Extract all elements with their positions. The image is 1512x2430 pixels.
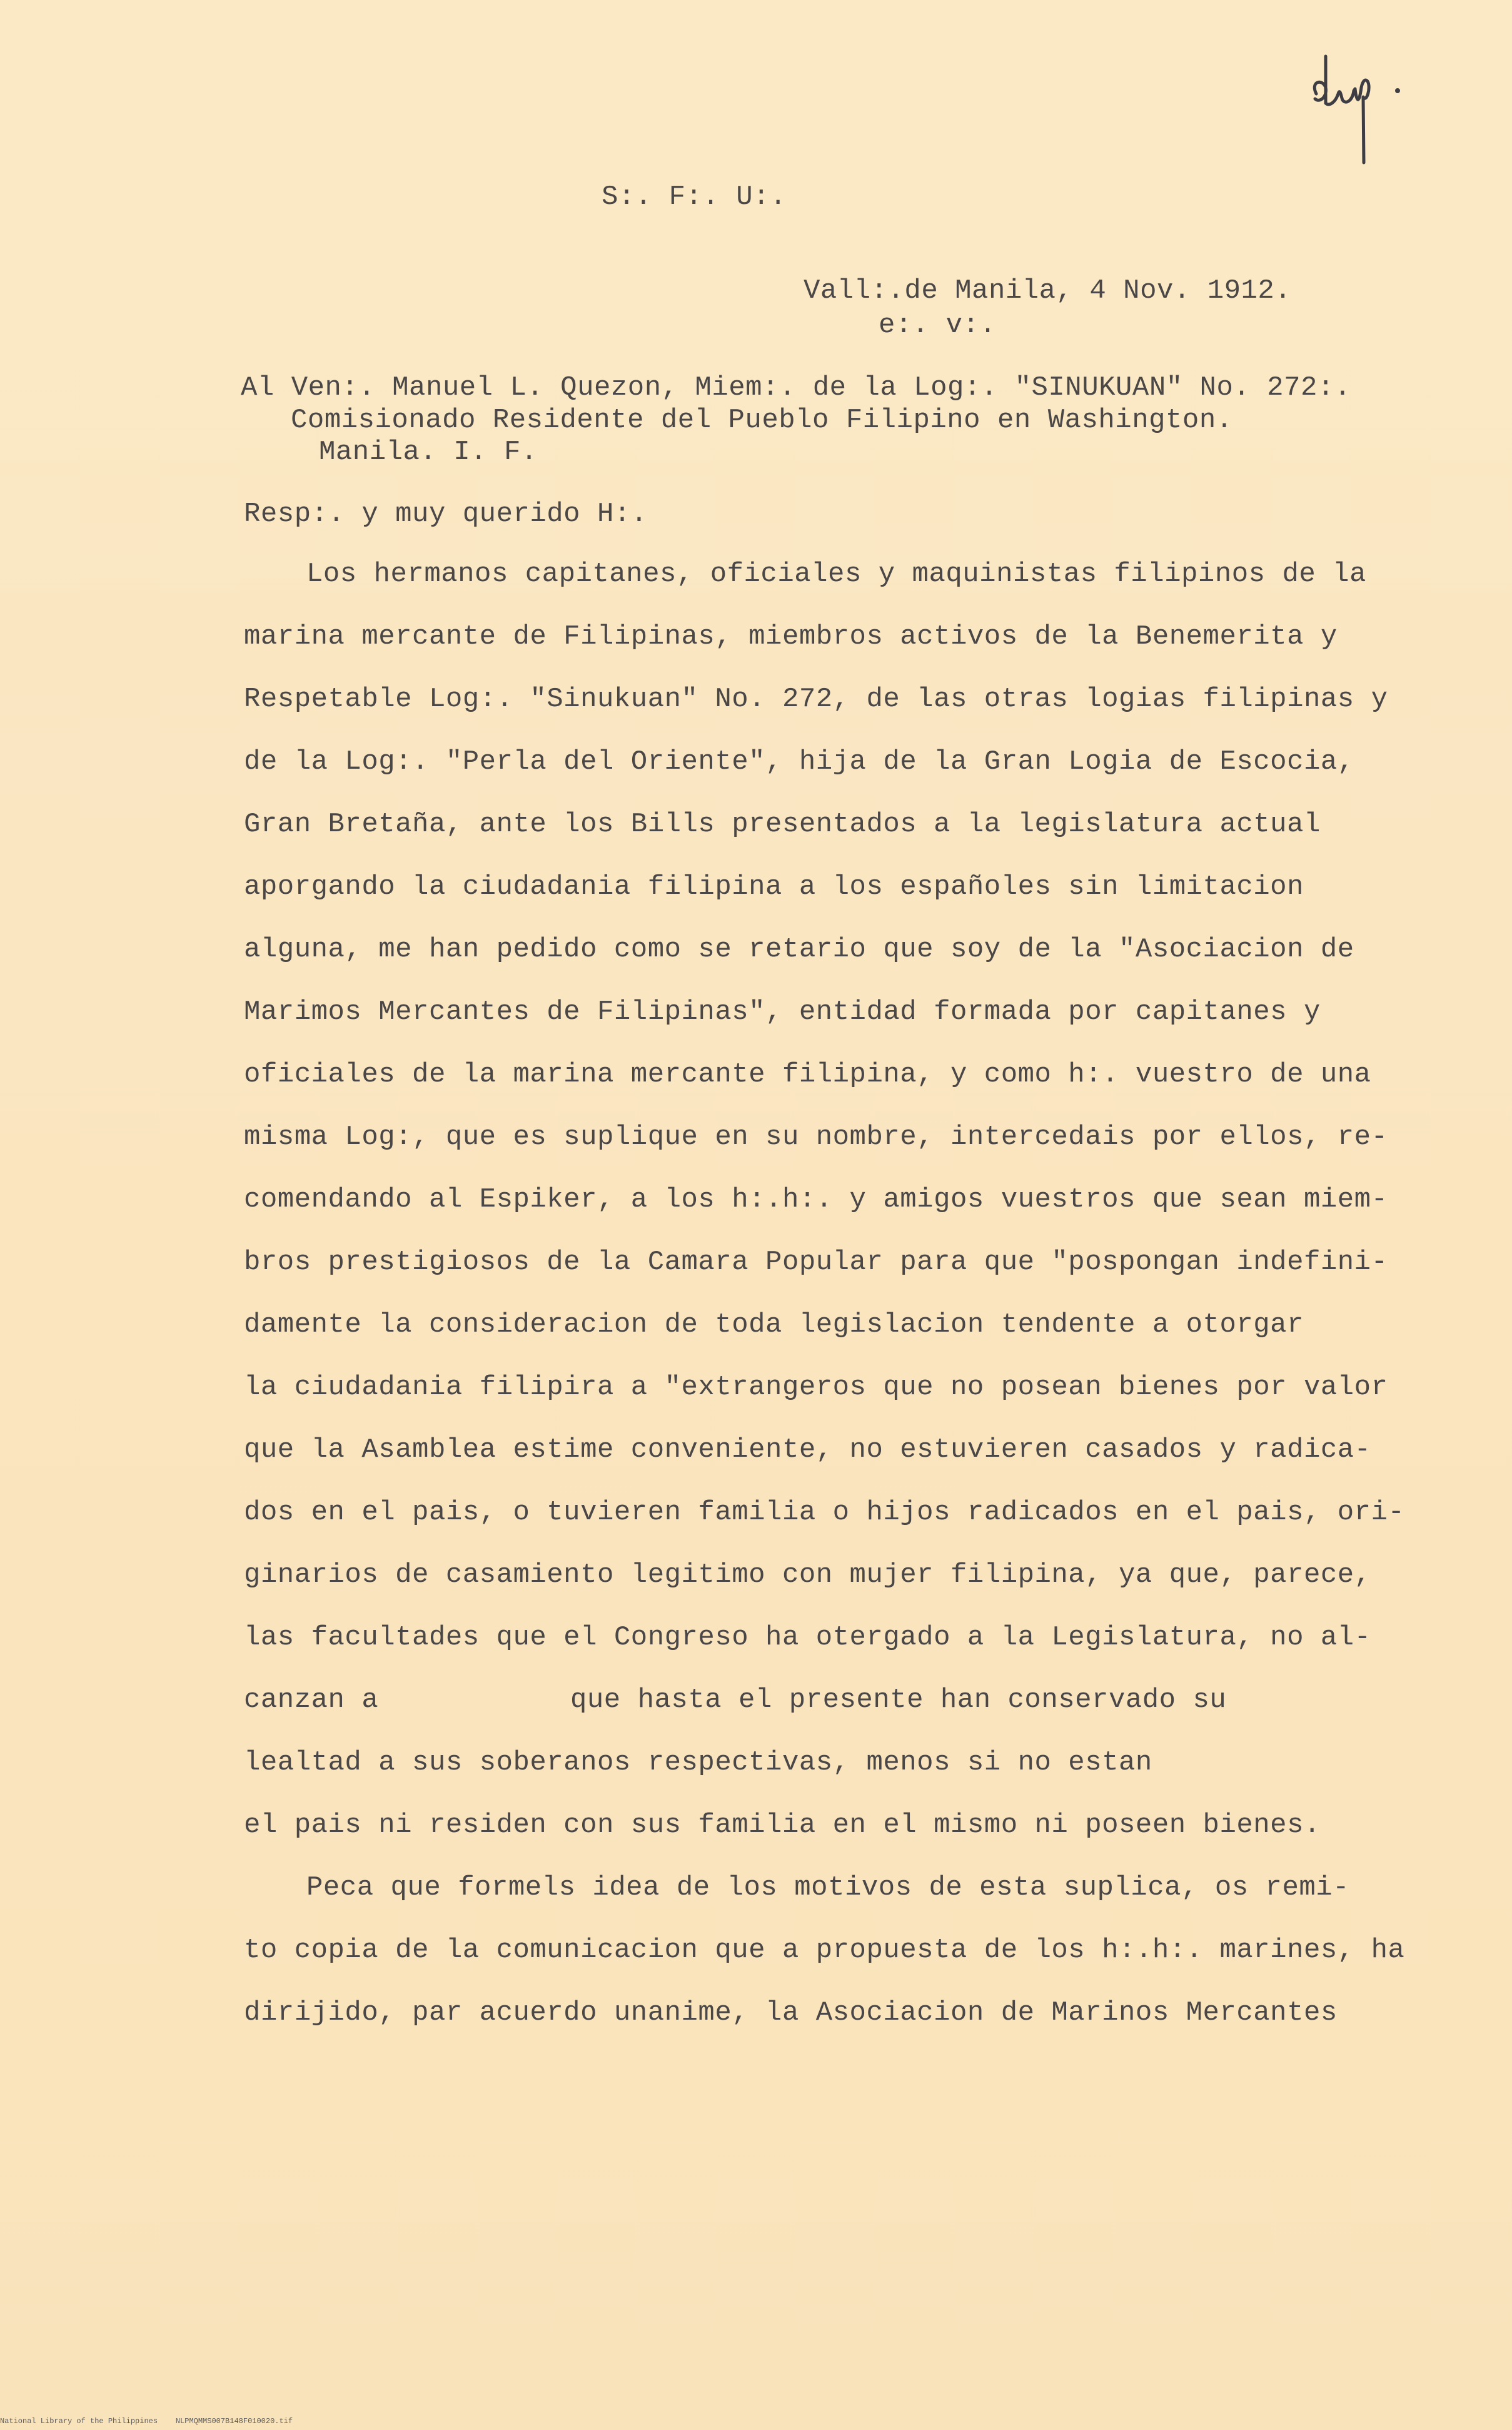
paragraph-1-line: que la Asamblea estime conveniente, no estuvieren casados y radica-	[244, 1434, 1371, 1466]
address-line-2: Comisionado Residente del Pueblo Filipino en Washington.	[291, 405, 1233, 436]
paragraph-1-line: aporgando la ciudadania filipina a los españoles sin limitacion	[244, 871, 1304, 903]
lealtad-line: lealtad a sus soberanos respectivas, menos si no estan	[244, 1747, 1152, 1778]
paragraph-1-line: ginarios de casamiento legitimo con mujer filipina, ya que, parece,	[244, 1559, 1371, 1591]
paragraph-1-line: misma Log:, que es suplique en su nombre, intercedais por ellos, re-	[244, 1121, 1388, 1153]
archive-footer: National Library of the Philippines NLPMQMMS007B148F010020.tif	[0, 2417, 293, 2426]
header-place-date: Vall:.de Manila, 4 Nov. 1912.	[804, 275, 1292, 306]
paragraph-1-line: Marimos Mercantes de Filipinas", entidad formada por capitanes y	[244, 996, 1321, 1028]
paragraph-2-line: Peca que formels idea de los motivos de esta suplica, os remi-	[306, 1872, 1350, 1903]
paragraph-1-line: Los hermanos capitanes, oficiales y maquinistas filipinos de la	[306, 559, 1366, 590]
handwritten-annotation	[1304, 44, 1454, 169]
paragraph-1-line: alguna, me han pedido como se retario que soy de la "Asociacion de	[244, 934, 1354, 965]
paragraph-1-line: Gran Bretaña, ante los Bills presentados a la legislatura actual	[244, 809, 1321, 840]
paragraph-2-line: dirijido, par acuerdo unanime, la Asociacion de Marinos Mercantes	[244, 1997, 1338, 2028]
paragraph-1-line: dos en el pais, o tuvieren familia o hijos radicados en el pais, ori-	[244, 1497, 1405, 1528]
paragraph-1-line: las facultades que el Congreso ha otergado a la Legislatura, no al-	[244, 1622, 1371, 1653]
paragraph-2-line: to copia de la comunicacion que a propuesta de los h:.h:. marines, ha	[244, 1935, 1405, 1966]
header-initials: S:. F:. U:.	[602, 181, 787, 213]
paragraph-1-line: oficiales de la marina mercante filipina, y como h:. vuestro de una	[244, 1059, 1371, 1090]
paragraph-1-line: damente la consideracion de toda legislacion tendente a otorgar	[244, 1309, 1304, 1340]
pais-line: el pais ni residen con sus familia en el mismo ni poseen bienes.	[244, 1810, 1321, 1841]
paragraph-1-line: de la Log:. "Perla del Oriente", hija de la Gran Logia de Escocia,	[244, 746, 1354, 777]
paragraph-1-line: marina mercante de Filipinas, miembros activos de la Benemerita y	[244, 621, 1338, 652]
salutation: Resp:. y muy querido H:.	[244, 499, 648, 530]
paragraph-1-line: Respetable Log:. "Sinukuan" No. 272, de las otras logias filipinas y	[244, 684, 1388, 715]
gap-line-right: que hasta el presente han conservado su	[570, 1684, 1227, 1716]
header-era: e:. v:.	[879, 310, 997, 341]
paragraph-1-line: comendando al Espiker, a los h:.h:. y amigos vuestros que sean miem-	[244, 1184, 1388, 1215]
address-line-1: Al Ven:. Manuel L. Quezon, Miem:. de la Log:. "SINUKUAN" No. 272:.	[241, 372, 1351, 403]
paragraph-1-line: bros prestigiosos de la Camara Popular para que "pospongan indefini-	[244, 1247, 1388, 1278]
address-line-3: Manila. I. F.	[319, 437, 538, 468]
gap-line-left: canzan a	[244, 1684, 379, 1716]
paragraph-1-line: la ciudadania filipira a "extrangeros que no posean bienes por valor	[244, 1372, 1388, 1403]
